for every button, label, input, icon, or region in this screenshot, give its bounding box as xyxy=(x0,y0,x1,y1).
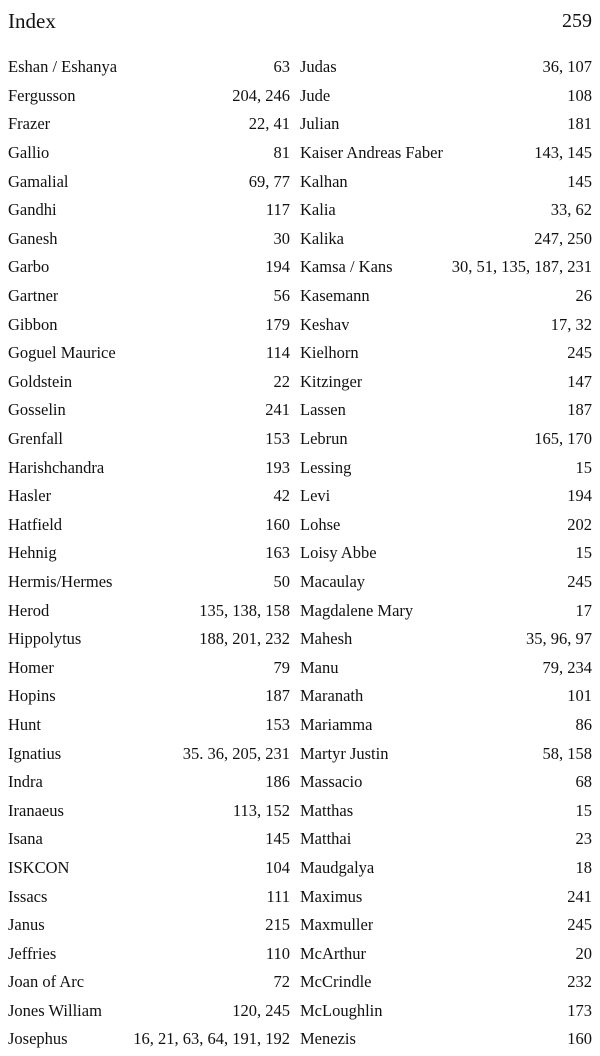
index-entry xyxy=(300,139,592,168)
index-entry-name: Fergusson xyxy=(8,85,76,105)
index-entry-pages: 79 xyxy=(273,657,290,677)
index-entry-name: Jude xyxy=(300,85,331,105)
index-entry-name: Kalhan xyxy=(300,171,348,191)
index-entry-pages: 101 xyxy=(567,686,592,706)
index-entry xyxy=(300,625,592,654)
index-entry-pages: 108 xyxy=(567,85,592,105)
index-entry xyxy=(8,482,290,511)
index-entry-name: Goguel Maurice xyxy=(8,343,116,363)
index-entry-pages: 68 xyxy=(575,772,592,792)
index-entry-name: Keshav xyxy=(300,314,350,334)
index-entry xyxy=(8,625,290,654)
index-entry-name: Lebrun xyxy=(300,429,348,449)
index-entry-pages: 50 xyxy=(273,571,290,591)
index-entry xyxy=(300,396,592,425)
index-entry-name: Matthai xyxy=(300,829,352,849)
index-entry-pages: 58, 158 xyxy=(542,743,592,763)
index-entry-pages: 215 xyxy=(265,915,290,935)
index-entry xyxy=(300,425,592,454)
index-entry xyxy=(300,253,592,282)
index-entry-name: Gartner xyxy=(8,286,59,306)
index-entry xyxy=(8,167,290,196)
index-entry-pages: 110 xyxy=(265,943,290,963)
index-entry xyxy=(8,368,290,397)
index-entry-pages: 18 xyxy=(575,857,592,877)
index-entry xyxy=(300,167,592,196)
index-entry-name: Loisy Abbe xyxy=(300,543,377,563)
index-entry xyxy=(8,253,290,282)
index-entry-pages: 193 xyxy=(265,457,290,477)
index-entry-pages: 232 xyxy=(567,972,592,992)
index-entry-name: Lessing xyxy=(300,457,352,477)
index-entry-name: Jeffries xyxy=(8,943,57,963)
index-entry-pages: 63 xyxy=(273,57,290,77)
index-entry xyxy=(300,596,592,625)
index-entry-pages: 72 xyxy=(273,972,290,992)
index-entry-pages: 104 xyxy=(265,857,290,877)
index-entry-name: Massacio xyxy=(300,772,363,792)
index-entry-pages: 22 xyxy=(273,371,290,391)
index-entry-name: Hopins xyxy=(8,686,56,706)
index-entry-name: Hippolytus xyxy=(8,629,82,649)
index-entry-name: Hermis/Hermes xyxy=(8,571,113,591)
index-entry-name: Josephus xyxy=(8,1029,68,1049)
index-entry-pages: 120, 245 xyxy=(232,1000,290,1020)
index-entry xyxy=(8,739,290,768)
index-entry-pages: 30 xyxy=(273,228,290,248)
index-entry xyxy=(300,911,592,940)
index-entry-pages: 42 xyxy=(273,486,290,506)
index-entry-pages: 173 xyxy=(567,1000,592,1020)
index-entry-pages: 187 xyxy=(265,686,290,706)
index-entry-name: Frazer xyxy=(8,114,51,134)
index-entry-name: Kamsa / Kans xyxy=(300,257,393,277)
index-entry xyxy=(300,482,592,511)
index-entry xyxy=(300,53,592,82)
index-entry-name: Judas xyxy=(300,57,337,77)
index-entry-pages: 36, 107 xyxy=(542,57,592,77)
index-entry xyxy=(300,568,592,597)
index-entry-name: Garbo xyxy=(8,257,50,277)
index-entry-pages: 165, 170 xyxy=(534,429,592,449)
index-entry xyxy=(300,825,592,854)
index-entry-name: Indra xyxy=(8,772,43,792)
index-entry-pages: 247, 250 xyxy=(534,228,592,248)
index-entry-pages: 20 xyxy=(575,943,592,963)
index-entry xyxy=(8,882,290,911)
index-entry xyxy=(300,196,592,225)
index-entry-name: Hunt xyxy=(8,714,41,734)
index-entry-name: Ignatius xyxy=(8,743,62,763)
index-entry xyxy=(8,110,290,139)
index-entry-name: Kalika xyxy=(300,228,344,248)
index-entry xyxy=(8,825,290,854)
index-entry-name: Maximus xyxy=(300,886,363,906)
index-entry xyxy=(8,82,290,111)
index-entry xyxy=(300,796,592,825)
index-entry-name: Manu xyxy=(300,657,339,677)
index-entry-pages: 23 xyxy=(575,829,592,849)
index-entry xyxy=(300,939,592,968)
index-entry-name: Janus xyxy=(8,915,45,935)
index-entry-name: Gamalial xyxy=(8,171,69,191)
index-entry-pages: 163 xyxy=(265,543,290,563)
index-entry xyxy=(8,396,290,425)
index-entry-pages: 16, 21, 63, 64, 191, 192 xyxy=(133,1029,290,1049)
index-entry xyxy=(8,53,290,82)
index-entry xyxy=(8,653,290,682)
index-entry-name: Isana xyxy=(8,829,43,849)
index-entry-pages: 17, 32 xyxy=(550,314,592,334)
index-entry xyxy=(8,196,290,225)
index-entry xyxy=(300,882,592,911)
index-entry xyxy=(300,1025,592,1054)
index-entry xyxy=(8,682,290,711)
index-entry-name: Maudgalya xyxy=(300,857,375,877)
index-entry-name: Mahesh xyxy=(300,629,353,649)
index-entry-name: Magdalene Mary xyxy=(300,600,414,620)
index-entry xyxy=(8,568,290,597)
index-entry xyxy=(8,596,290,625)
index-entry-pages: 145 xyxy=(265,829,290,849)
index-entry-name: Gallio xyxy=(8,143,50,163)
index-entry-name: Lohse xyxy=(300,514,341,534)
index-entry-name: Kielhorn xyxy=(300,343,359,363)
index-entry-pages: 147 xyxy=(567,371,592,391)
index-entry-name: Mariamma xyxy=(300,714,373,734)
index-entry-name: Hehnig xyxy=(8,543,57,563)
index-entry-pages: 143, 145 xyxy=(534,143,592,163)
index-entry-name: Gandhi xyxy=(8,200,57,220)
index-entry-name: Julian xyxy=(300,114,340,134)
page-number: 259 xyxy=(562,9,592,32)
index-entry-pages: 117 xyxy=(265,200,290,220)
index-entry-pages: 188, 201, 232 xyxy=(199,629,290,649)
index-entry-name: Macaulay xyxy=(300,571,366,591)
index-entry-name: Ganesh xyxy=(8,228,58,248)
index-entry xyxy=(300,82,592,111)
index-entry-pages: 245 xyxy=(567,571,592,591)
index-entry xyxy=(8,539,290,568)
index-entry-name: Homer xyxy=(8,657,54,677)
index-entry-name: Herod xyxy=(8,600,50,620)
index-entry-name: Lassen xyxy=(300,400,346,420)
index-entry-pages: 186 xyxy=(265,772,290,792)
index-entry-name: Levi xyxy=(300,486,331,506)
index-entry xyxy=(8,225,290,254)
index-entry-name: Maranath xyxy=(300,686,364,706)
index-entry xyxy=(300,453,592,482)
index-entry xyxy=(8,282,290,311)
index-entry-pages: 15 xyxy=(575,543,592,563)
index-entry xyxy=(8,711,290,740)
index-entry-pages: 17 xyxy=(575,600,592,620)
index-entry-pages: 245 xyxy=(567,915,592,935)
index-entry-pages: 35. 36, 205, 231 xyxy=(182,743,290,763)
index-entry-pages: 113, 152 xyxy=(232,800,290,820)
index-entry-pages: 26 xyxy=(575,286,592,306)
index-entry-pages: 15 xyxy=(575,800,592,820)
index-entry-name: ISKCON xyxy=(8,857,70,877)
index-entry-name: Gosselin xyxy=(8,400,66,420)
index-entry xyxy=(8,425,290,454)
index-entry-name: Hasler xyxy=(8,486,52,506)
index-entry xyxy=(8,453,290,482)
index-entry xyxy=(8,1025,290,1054)
index-entry xyxy=(300,968,592,997)
index-entry-pages: 30, 51, 135, 187, 231 xyxy=(451,257,592,277)
index-entry-pages: 202 xyxy=(567,514,592,534)
index-entry-pages: 81 xyxy=(273,143,290,163)
page-title: Index xyxy=(8,8,56,33)
index-entry-name: Kalia xyxy=(300,200,336,220)
index-entry-name: Issacs xyxy=(8,886,48,906)
index-entry-name: Menezis xyxy=(300,1029,356,1049)
index-entry-pages: 194 xyxy=(265,257,290,277)
index-entry-pages: 111 xyxy=(266,886,290,906)
index-entry-name: Jones William xyxy=(8,1000,102,1020)
index-entry-name: Kitzinger xyxy=(300,371,363,391)
index-entry xyxy=(300,997,592,1026)
index-entry-pages: 187 xyxy=(567,400,592,420)
index-entry xyxy=(8,310,290,339)
index-entry-pages: 15 xyxy=(575,457,592,477)
index-entry-pages: 69, 77 xyxy=(248,171,290,191)
index-entry xyxy=(300,511,592,540)
index-entry-name: Harishchandra xyxy=(8,457,105,477)
index-entry-name: Joan of Arc xyxy=(8,972,85,992)
index-entry-pages: 35, 96, 97 xyxy=(526,629,592,649)
index-entry-pages: 22, 41 xyxy=(248,114,290,134)
index-entry xyxy=(300,225,592,254)
index-entry xyxy=(8,139,290,168)
index-entry-name: McCrindle xyxy=(300,972,372,992)
index-entry xyxy=(300,368,592,397)
index-entry-name: Kaiser Andreas Faber xyxy=(300,143,443,163)
index-entry-name: Maxmuller xyxy=(300,915,374,935)
index-entry xyxy=(8,854,290,883)
index-entry-name: Matthas xyxy=(300,800,354,820)
index-entry-pages: 86 xyxy=(575,714,592,734)
index-entry xyxy=(300,653,592,682)
index-entry-name: Goldstein xyxy=(8,371,73,391)
index-entry-name: McArthur xyxy=(300,943,366,963)
index-entry xyxy=(8,511,290,540)
page-header xyxy=(8,6,592,36)
index-entry-name: McLoughlin xyxy=(300,1000,383,1020)
index-entry-name: Hatfield xyxy=(8,514,63,534)
index-entry-name: Grenfall xyxy=(8,429,63,449)
index-entry xyxy=(8,339,290,368)
index-entry xyxy=(8,768,290,797)
index-entry xyxy=(300,739,592,768)
index-entry xyxy=(300,282,592,311)
index-entry xyxy=(8,796,290,825)
index-entry xyxy=(300,110,592,139)
index-entry xyxy=(300,682,592,711)
index-entry-pages: 153 xyxy=(265,714,290,734)
index-entry-pages: 145 xyxy=(567,171,592,191)
index-entry-pages: 179 xyxy=(265,314,290,334)
index-entry xyxy=(8,997,290,1026)
index-entry-pages: 33, 62 xyxy=(550,200,592,220)
index-entry xyxy=(300,711,592,740)
index-entry xyxy=(300,854,592,883)
index-column-left xyxy=(8,53,290,1054)
index-entry-pages: 181 xyxy=(567,114,592,134)
index-entry-name: Iranaeus xyxy=(8,800,64,820)
index-entry xyxy=(8,968,290,997)
index-entry-pages: 79, 234 xyxy=(542,657,592,677)
index-entry-pages: 160 xyxy=(265,514,290,534)
index-entry-pages: 160 xyxy=(567,1029,592,1049)
index-entry xyxy=(300,339,592,368)
index-entry xyxy=(8,911,290,940)
index-entry-pages: 56 xyxy=(273,286,290,306)
index-entry xyxy=(300,310,592,339)
index-entry-pages: 114 xyxy=(265,343,290,363)
index-entry-name: Kasemann xyxy=(300,286,370,306)
index-entry-pages: 194 xyxy=(567,486,592,506)
index-entry-name: Eshan / Eshanya xyxy=(8,57,118,77)
index-entry-name: Gibbon xyxy=(8,314,58,334)
index-column-right xyxy=(300,53,592,1054)
index-entry-pages: 135, 138, 158 xyxy=(199,600,290,620)
index-entry-name: Martyr Justin xyxy=(300,743,389,763)
index-entry xyxy=(300,539,592,568)
index-entry-pages: 241 xyxy=(567,886,592,906)
index-entry-pages: 241 xyxy=(265,400,290,420)
index-entry-pages: 204, 246 xyxy=(232,85,290,105)
index-entry xyxy=(300,768,592,797)
index-entry-pages: 245 xyxy=(567,343,592,363)
index-entry xyxy=(8,939,290,968)
index-entry-pages: 153 xyxy=(265,429,290,449)
